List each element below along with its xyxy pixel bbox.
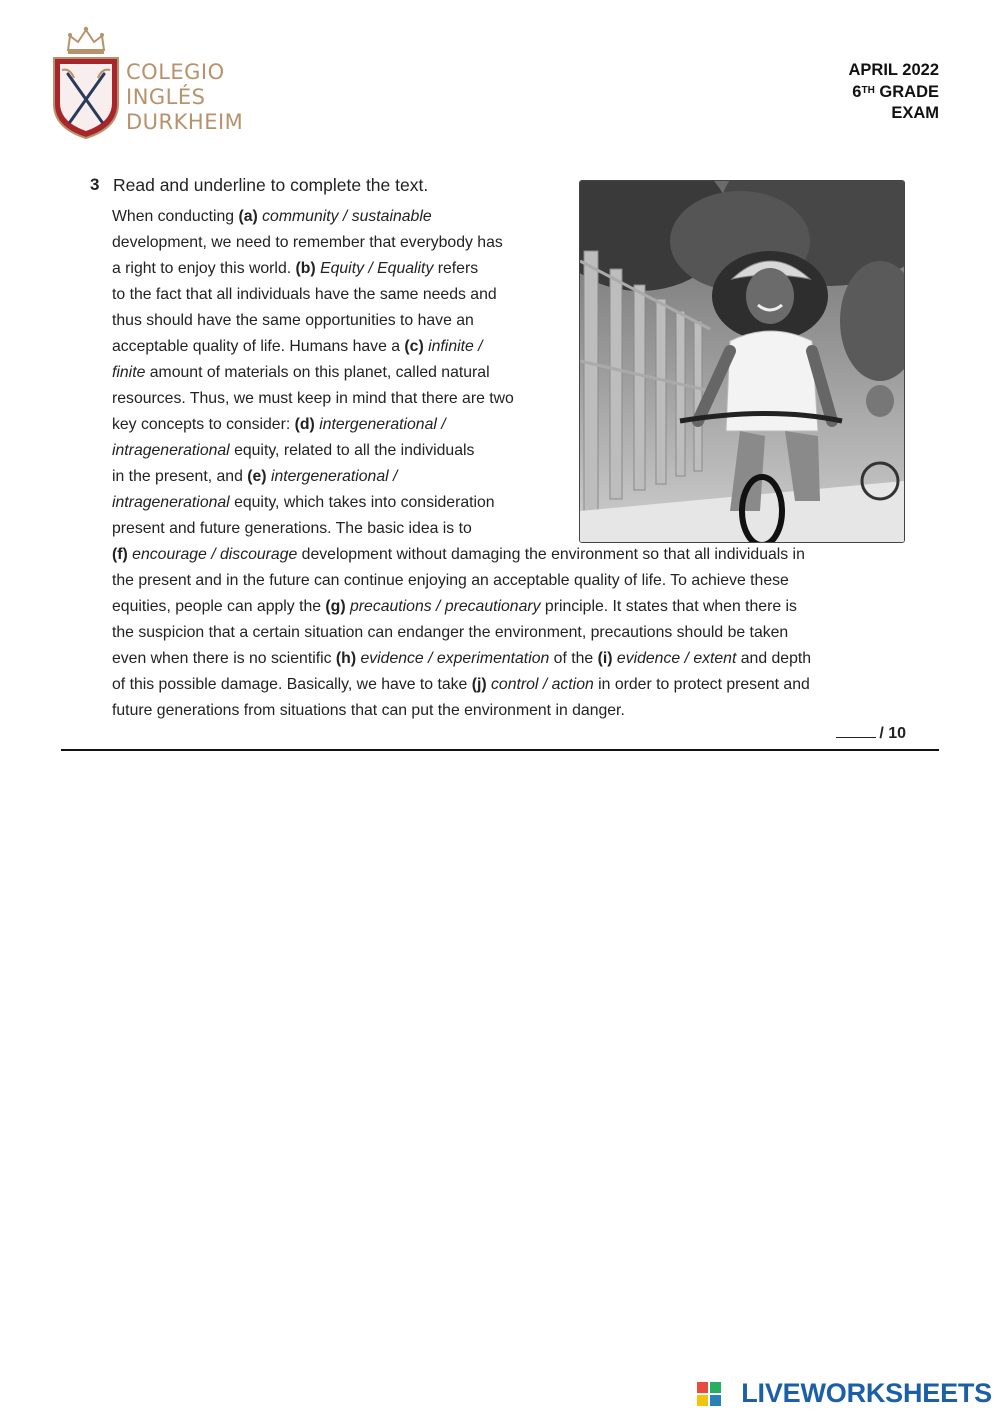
- text-line: to the fact that all individuals have the same needs and: [112, 286, 497, 303]
- text-line: present and future generations. The basic idea is to: [112, 520, 472, 537]
- exam-date: APRIL 2022: [848, 61, 939, 79]
- score-field: [836, 723, 906, 743]
- school-name-line3: DURKHEIM: [126, 110, 244, 134]
- gap-d-label: (d): [294, 416, 315, 433]
- school-name-line2: INGLÉS: [126, 85, 206, 109]
- liveworksheets-brand: LIVEWORKSHEETS: [741, 1378, 992, 1408]
- text-line: key concepts to consider: (d) intergenerational /: [112, 416, 446, 433]
- gap-c-options-cont[interactable]: finite: [112, 364, 146, 381]
- exercise-text: [112, 204, 902, 724]
- text-line: finite amount of materials on this planet, called natural: [112, 364, 490, 381]
- text-line: resources. Thus, we must keep in mind that there are two: [112, 390, 514, 407]
- text-line: (f) encourage / discourage development without damaging the environment so that all individuals in: [112, 546, 805, 563]
- gap-f-options[interactable]: encourage / discourage: [127, 546, 298, 563]
- text-line: acceptable quality of life. Humans have a (c) infinite /: [112, 338, 483, 355]
- question-number: 3: [90, 175, 100, 194]
- exam-header: [849, 60, 940, 125]
- gap-h-label: (h): [335, 650, 357, 667]
- gap-d-options[interactable]: intergenerational /: [314, 416, 446, 433]
- gap-e-options[interactable]: intergenerational /: [266, 468, 398, 485]
- gap-e-label: (e): [247, 468, 267, 485]
- text-line: a right to enjoy this world. (b) Equity / Equality refers: [112, 260, 479, 277]
- liveworksheets-logo-icon: [697, 1382, 721, 1406]
- text-line: even when there is no scientific (h) evidence / experimentation of the (i) evidence / extent and depth: [112, 650, 812, 667]
- text-line: When conducting (a) community / sustainable: [112, 208, 432, 225]
- score-total: / 10: [879, 725, 906, 742]
- text-line: intragenerational equity, related to all the individuals: [112, 442, 475, 459]
- gap-h-options[interactable]: evidence / experimentation: [356, 650, 550, 667]
- gap-b-options[interactable]: Equity / Equality: [315, 260, 434, 277]
- school-name: [126, 60, 243, 135]
- gap-g-label: (g): [325, 598, 346, 615]
- gap-a-label: (a): [238, 208, 258, 225]
- gap-j-options[interactable]: control / action: [486, 676, 594, 693]
- gap-f-label: (f): [112, 546, 128, 563]
- text-line: development, we need to remember that everybody has: [112, 234, 503, 251]
- gap-b-label: (b): [295, 260, 316, 277]
- crown-icon: [68, 27, 104, 54]
- gap-j-label: (j): [471, 676, 487, 693]
- text-line: the present and in the future can continue enjoying an acceptable quality of life. To achieve these: [112, 572, 789, 589]
- text-line: the suspicion that a certain situation can endanger the environment, precautions should be taken: [112, 624, 789, 641]
- score-blank[interactable]: [836, 723, 876, 738]
- gap-i-label: (i): [597, 650, 613, 667]
- gap-c-options[interactable]: infinite /: [423, 338, 483, 355]
- section-divider: [61, 749, 939, 751]
- gap-g-options[interactable]: precautions / precautionary: [345, 598, 541, 615]
- exam-type: EXAM: [891, 104, 939, 122]
- gap-i-options[interactable]: evidence / extent: [612, 650, 737, 667]
- exam-grade: 6TH GRADE: [852, 82, 939, 101]
- text-line: future generations from situations that can put the environment in danger.: [112, 702, 625, 719]
- gap-c-label: (c): [404, 338, 424, 355]
- text-line: intragenerational equity, which takes into consideration: [112, 494, 495, 511]
- text-line: in the present, and (e) intergenerational /: [112, 468, 398, 485]
- question-instruction: Read and underline to complete the text.: [113, 175, 429, 195]
- gap-e-options-cont[interactable]: intragenerational: [112, 494, 230, 511]
- text-line: equities, people can apply the (g) precautions / precautionary principle. It states that when there is: [112, 598, 797, 615]
- school-name-line1: COLEGIO: [126, 60, 225, 84]
- text-line: of this possible damage. Basically, we have to take (j) control / action in order to protect present and: [112, 676, 810, 693]
- text-line: thus should have the same opportunities to have an: [112, 312, 474, 329]
- gap-d-options-cont[interactable]: intragenerational: [112, 442, 230, 459]
- gap-a-options[interactable]: community / sustainable: [257, 208, 432, 225]
